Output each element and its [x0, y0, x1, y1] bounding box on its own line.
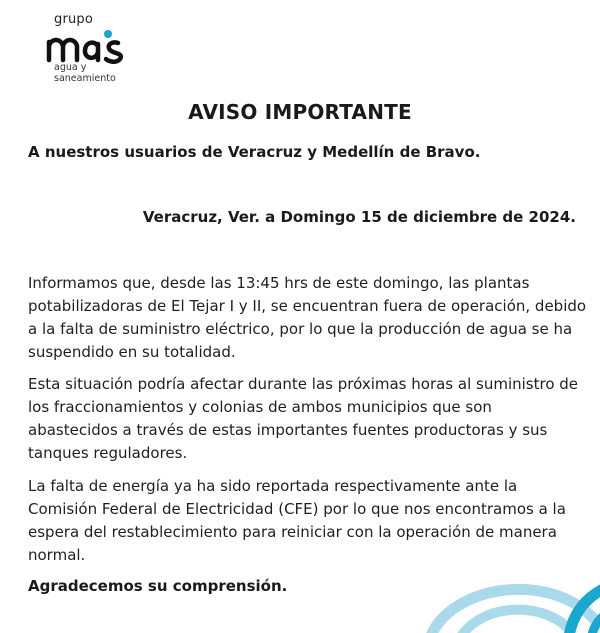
logo-subtitle-line2: saneamiento [54, 73, 116, 84]
paragraph-line: potabilizadoras de El Tejar I y II, se encuentran fuera de operación, debido [28, 297, 587, 315]
paragraph-line: tanques reguladores. [28, 444, 188, 462]
notice-addressee: A nuestros usuarios de Veracruz y Medellín de Bravo. [28, 143, 481, 161]
paragraph-line: espera del restablecimiento para reiniciar con la operación de manera [28, 523, 557, 541]
paragraph-3 [28, 475, 588, 567]
paragraph-line: La falta de energía ya ha sido reportada respectivamente ante la [28, 477, 518, 495]
decorative-water-arcs-icon [420, 560, 600, 633]
paragraph-1 [28, 272, 588, 364]
paragraph-line: abastecidos a través de estas importantes fuentes productoras y sus [28, 421, 548, 439]
paragraph-line: a la falta de suministro eléctrico, por lo que la producción de agua se ha [28, 320, 573, 338]
company-logo [46, 12, 156, 90]
logo-subtitle-line1: agua y [54, 62, 87, 73]
notice-closing: Agradecemos su comprensión. [28, 577, 288, 595]
paragraph-line: suspendido en su totalidad. [28, 343, 236, 361]
logo-mas-wordmark-icon [46, 26, 146, 66]
paragraph-line: normal. [28, 546, 86, 564]
logo-grupo-text: grupo [54, 12, 94, 27]
paragraph-2 [28, 373, 588, 465]
paragraph-line: Comisión Federal de Electricidad (CFE) por lo que nos encontramos a la [28, 500, 566, 518]
paragraph-line: los fraccionamientos y colonias de ambos municipios que son [28, 398, 492, 416]
notice-title: AVISO IMPORTANTE [188, 100, 412, 124]
paragraph-line: Informamos que, desde las 13:45 hrs de este domingo, las plantas [28, 274, 530, 292]
paragraph-line: Esta situación podría afectar durante las próximas horas al suministro de [28, 375, 579, 393]
notice-dateline: Veracruz, Ver. a Domingo 15 de diciembre de 2024. [142, 208, 576, 226]
